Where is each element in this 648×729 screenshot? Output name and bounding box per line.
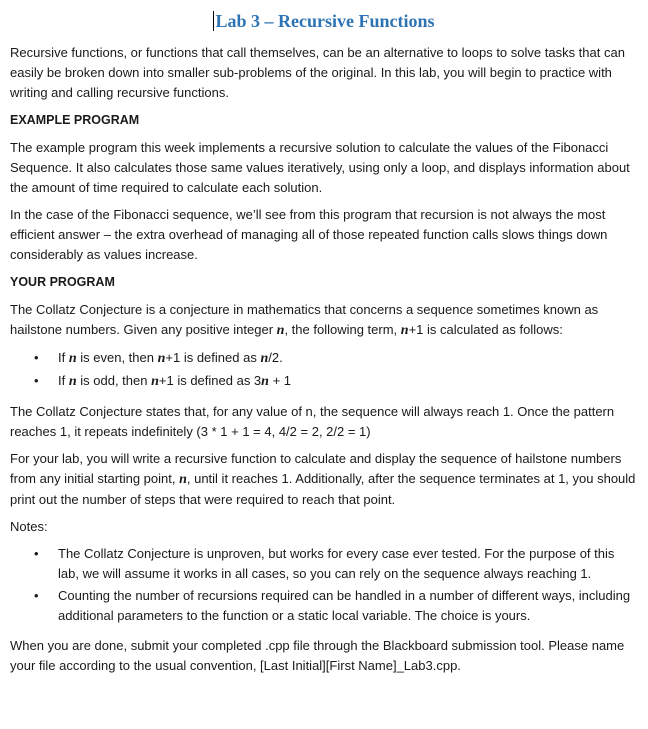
notes-list	[10, 544, 638, 626]
list-item: • If n is odd, then n+1 is defined as 3n + 1	[34, 373, 292, 389]
bullet-icon: •	[34, 350, 39, 365]
collatz-paragraph-2: The Collatz Conjecture states that, for any value of n, the sequence will always reach 1. Once the pattern reaches 1, it repeats indefinitely (3 * 1 + 1 = 4, 4/2 = 2, 2/2 = 1)	[10, 404, 615, 439]
example-program-heading: EXAMPLE PROGRAM	[10, 113, 140, 127]
example-paragraph-1: The example program this week implements a recursive solution to calculate the values of the Fibonacci Sequence. It also calculates those same values iteratively, using only a loop, and displays information about the amount of time required to calculate each solution.	[10, 140, 630, 195]
list-item: • If n is even, then n+1 is defined as n/2.	[34, 350, 283, 366]
math-variable-n: n	[400, 323, 409, 338]
your-program-heading: YOUR PROGRAM	[10, 275, 115, 289]
document-title-text: Lab 3 – Recursive Functions	[215, 11, 435, 31]
list-item: • Counting the number of recursions required can be handled in a number of different ways, including additional parameters to the function or a static local variable. The choice is yours.	[34, 588, 631, 623]
example-paragraph-2: In the case of the Fibonacci sequence, we’ll see from this program that recursion is not always the most efficient answer – the extra overhead of managing all of those repeated function calls slows things down considerably as values increase.	[10, 207, 608, 262]
math-variable-n: n	[179, 472, 187, 487]
math-variable-n: n	[157, 351, 166, 366]
notes-label: Notes:	[10, 519, 48, 534]
math-variable-n: n	[260, 351, 269, 366]
document-page	[10, 0, 638, 683]
math-variable-n: n	[261, 374, 269, 389]
collatz-rules-list	[10, 348, 638, 392]
lab-instructions-paragraph: For your lab, you will write a recursive function to calculate and display the sequence of hailstone numbers from any initial starting point, n, until it reaches 1. Additionally, after the sequence terminates at 1, you should print out the number of steps that were required to reach that point.	[10, 451, 636, 507]
math-variable-n: n	[68, 351, 77, 366]
math-variable-n: n	[151, 374, 159, 389]
math-variable-n: n	[276, 323, 285, 338]
math-variable-n: n	[68, 374, 77, 389]
list-item: • The Collatz Conjecture is unproven, but works for every case ever tested. For the purpose of this lab, we will assume it works in all cases, so you can rely on the sequence always reaching 1.	[34, 546, 615, 581]
bullet-icon: •	[34, 546, 39, 561]
submission-paragraph: When you are done, submit your completed .cpp file through the Blackboard submission tool. Please name your file according to the usual convention, [Last Initial][First Name]_Lab3.cpp.	[10, 638, 625, 673]
intro-paragraph: Recursive functions, or functions that call themselves, can be an alternative to loops to solve tasks that can easily be broken down into smaller sub-problems of the original. In this lab, you will begin to practice with writing and calling recursive functions.	[10, 45, 625, 100]
bullet-icon: •	[34, 373, 39, 388]
document-title	[10, 11, 638, 31]
bullet-icon: •	[34, 588, 39, 603]
collatz-paragraph-1: The Collatz Conjecture is a conjecture in mathematics that concerns a sequence sometimes known as hailstone numbers. Given any positive integer n, the following term, n+1 is calculated as follows:	[10, 302, 599, 338]
